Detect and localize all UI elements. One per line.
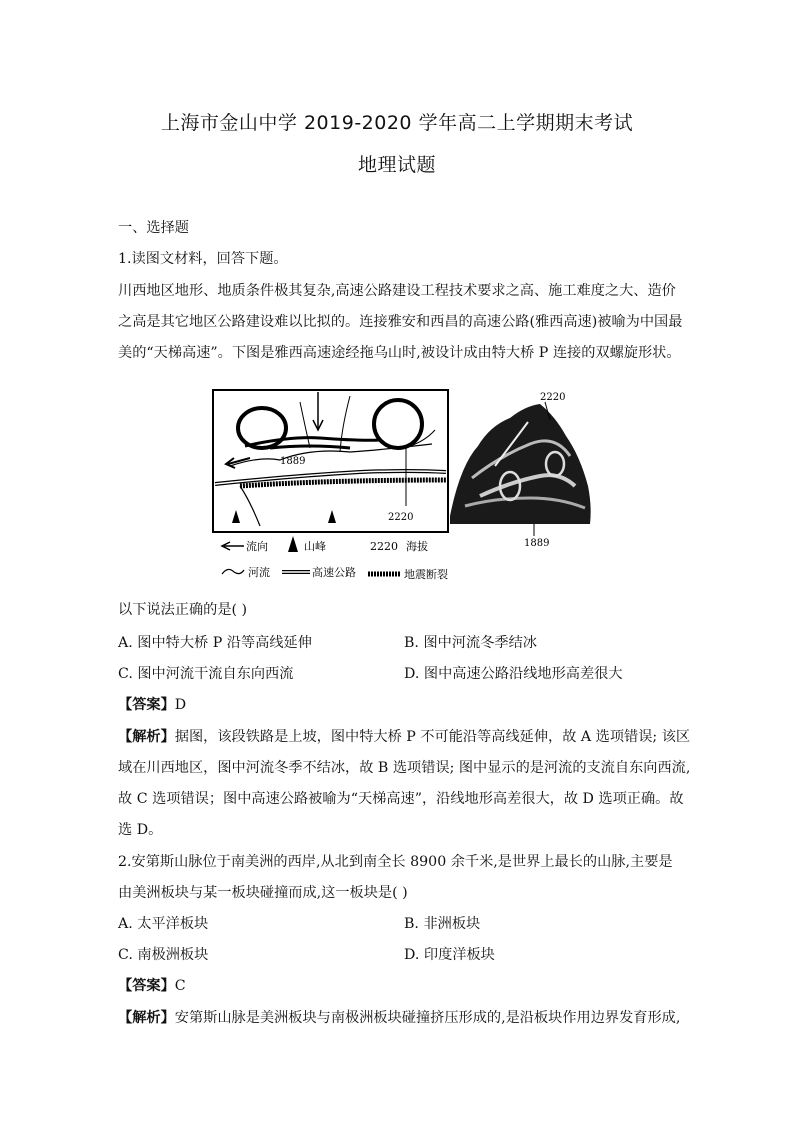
q1-option-d: D. 图中高速公路沿线地形高差很大 xyxy=(404,666,623,682)
q2-answer xyxy=(118,976,678,996)
section-heading: 一、选择题 xyxy=(118,220,189,236)
label-2220-map: 2220 xyxy=(388,512,414,523)
q2-option-b: B. 非洲板块 xyxy=(404,916,481,932)
q2-option-a: A. 太平洋板块 xyxy=(118,916,209,932)
q1-analysis-line xyxy=(118,727,691,747)
legend-flow: 流向 xyxy=(246,540,268,553)
q1-option-c: C. 图中河流干流自东向西流 xyxy=(118,666,294,682)
answer-label: 【答案】 xyxy=(118,697,175,713)
legend-fault: 地震断裂 xyxy=(404,568,448,581)
answer-value: D xyxy=(174,697,187,713)
q1-option-a: A. 图中特大桥 P 沿等高线延伸 xyxy=(118,635,312,651)
q2-stem-line: 由美洲板块与某一板块碰撞而成,这一板块是( ) xyxy=(118,885,408,901)
q2-analysis-line xyxy=(118,1008,681,1028)
legend-river: 河流 xyxy=(248,566,270,579)
figure-legend xyxy=(222,536,448,581)
analysis-text: 据图，该段铁路是上坡，图中特大桥 P 不可能沿等高线延伸，故 A 选项错误; 该区 xyxy=(174,729,691,745)
q1-material-line: 美的“天梯高速”。下图是雅西高速途经拖乌山时,被设计成由特大桥 P 连接的双螺旋形状。 xyxy=(118,345,681,361)
label-2220-3d: 2220 xyxy=(540,392,566,403)
label-1889-map: 1889 xyxy=(280,456,306,467)
q2-stem-line: 2.安第斯山脉位于南美洲的西岸,从北到南全长 8900 余千米,是世界上最长的山脉,主要是 xyxy=(118,854,673,870)
label-1889-3d: 1889 xyxy=(524,538,550,549)
q2-option-d: D. 印度洋板块 xyxy=(404,947,495,963)
q1-analysis-line: 故 C 选项错误；图中高速公路被喻为“天梯高速”，沿线地形高差很大，故 D 选项正确。故 xyxy=(118,791,684,807)
map-panel xyxy=(213,390,448,532)
q1-stem: 1.读图文材料，回答下题。 xyxy=(118,251,288,267)
q1-analysis-line: 域在川西地区，图中河流冬季不结冰，故 B 选项错误; 图中显示的是河流的支流自东向西流, xyxy=(118,760,691,776)
q1-figure xyxy=(210,386,600,586)
q1-answer xyxy=(118,695,678,715)
legend-elev-value: 2220 xyxy=(370,540,398,553)
page-title: 上海市金山中学 2019-2020 学年高二上学期期末考试 xyxy=(160,112,634,134)
answer-value: C xyxy=(174,978,186,994)
analysis-label: 【解析】 xyxy=(118,1010,175,1026)
q1-material-line: 之高是其它地区公路建设难以比拟的。连接雅安和西昌的高速公路(雅西高速)被喻为中国最 xyxy=(118,314,683,330)
answer-label: 【答案】 xyxy=(118,978,175,994)
terrain-3d-panel xyxy=(450,392,591,549)
page-subtitle: 地理试题 xyxy=(357,154,436,176)
analysis-text: 安第斯山脉是美洲板块与南极洲板块碰撞挤压形成的,是沿板块作用边界发育形成, xyxy=(174,1010,681,1026)
q1-analysis-line: 选 D。 xyxy=(118,822,163,838)
legend-elev: 海拔 xyxy=(406,540,428,553)
legend-highway: 高速公路 xyxy=(312,566,356,579)
q2-option-c: C. 南极洲板块 xyxy=(118,947,209,963)
legend-peak: 山峰 xyxy=(304,540,326,553)
q1-material-line: 川西地区地形、地质条件极其复杂,高速公路建设工程技术要求之高、施工难度之大、造价 xyxy=(118,283,676,299)
q1-option-b: B. 图中河流冬季结冰 xyxy=(404,635,537,651)
analysis-label: 【解析】 xyxy=(118,729,175,745)
q1-question: 以下说法正确的是( ) xyxy=(118,602,248,618)
